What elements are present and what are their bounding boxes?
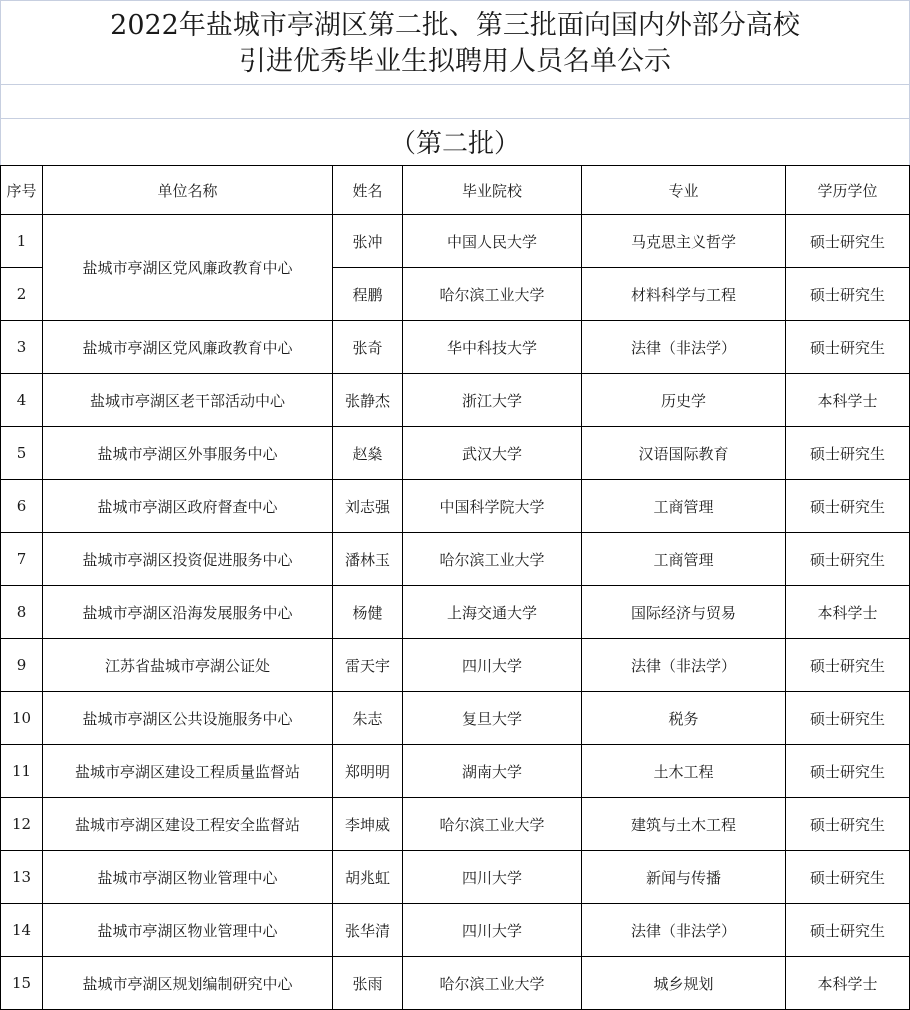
- header-school: 毕业院校: [403, 166, 582, 215]
- cell-no: 9: [1, 639, 43, 692]
- table-row: [1, 586, 910, 639]
- table-row: [1, 957, 910, 1010]
- cell-unit: 盐城市亭湖区规划编制研究中心: [43, 957, 333, 1010]
- cell-unit: 盐城市亭湖区建设工程安全监督站: [43, 798, 333, 851]
- cell-unit: 盐城市亭湖区政府督查中心: [43, 480, 333, 533]
- cell-unit: 盐城市亭湖区物业管理中心: [43, 904, 333, 957]
- cell-name: 张静杰: [333, 374, 403, 427]
- cell-major: 法律（非法学）: [582, 321, 786, 374]
- cell-name: 李坤威: [333, 798, 403, 851]
- cell-degree: 硕士研究生: [786, 321, 910, 374]
- cell-school: 浙江大学: [403, 374, 582, 427]
- header-major: 专业: [582, 166, 786, 215]
- cell-major: 税务: [582, 692, 786, 745]
- sheet-gridline: [0, 118, 910, 119]
- cell-school: 上海交通大学: [403, 586, 582, 639]
- cell-unit: 江苏省盐城市亭湖公证处: [43, 639, 333, 692]
- table-row: [1, 321, 910, 374]
- cell-degree: 硕士研究生: [786, 427, 910, 480]
- cell-school: 四川大学: [403, 851, 582, 904]
- cell-name: 潘林玉: [333, 533, 403, 586]
- cell-no: 7: [1, 533, 43, 586]
- cell-name: 张华清: [333, 904, 403, 957]
- cell-school: 哈尔滨工业大学: [403, 533, 582, 586]
- cell-no: 15: [1, 957, 43, 1010]
- cell-unit: 盐城市亭湖区物业管理中心: [43, 851, 333, 904]
- candidate-table: [0, 165, 910, 1010]
- cell-major: 材料科学与工程: [582, 268, 786, 321]
- cell-no: 14: [1, 904, 43, 957]
- cell-name: 张奇: [333, 321, 403, 374]
- sheet-gridline: [0, 0, 910, 1]
- table-row: [1, 215, 910, 268]
- cell-degree: 本科学士: [786, 374, 910, 427]
- cell-no: 2: [1, 268, 43, 321]
- table-row: [1, 480, 910, 533]
- cell-no: 5: [1, 427, 43, 480]
- cell-major: 工商管理: [582, 480, 786, 533]
- cell-degree: 硕士研究生: [786, 639, 910, 692]
- cell-degree: 硕士研究生: [786, 533, 910, 586]
- cell-major: 历史学: [582, 374, 786, 427]
- cell-name: 雷天宇: [333, 639, 403, 692]
- cell-school: 中国人民大学: [403, 215, 582, 268]
- cell-no: 11: [1, 745, 43, 798]
- cell-no: 8: [1, 586, 43, 639]
- cell-no: 10: [1, 692, 43, 745]
- cell-school: 四川大学: [403, 639, 582, 692]
- cell-name: 赵燊: [333, 427, 403, 480]
- cell-degree: 硕士研究生: [786, 798, 910, 851]
- cell-degree: 本科学士: [786, 957, 910, 1010]
- cell-major: 马克思主义哲学: [582, 215, 786, 268]
- table-row: [1, 533, 910, 586]
- table-row: [1, 851, 910, 904]
- table-row: [1, 745, 910, 798]
- cell-degree: 本科学士: [786, 586, 910, 639]
- table-row: [1, 692, 910, 745]
- cell-major: 新闻与传播: [582, 851, 786, 904]
- cell-no: 6: [1, 480, 43, 533]
- cell-name: 朱志: [333, 692, 403, 745]
- table-row: [1, 798, 910, 851]
- table-row: [1, 427, 910, 480]
- cell-no: 4: [1, 374, 43, 427]
- cell-school: 哈尔滨工业大学: [403, 798, 582, 851]
- cell-major: 城乡规划: [582, 957, 786, 1010]
- cell-degree: 硕士研究生: [786, 215, 910, 268]
- cell-name: 张雨: [333, 957, 403, 1010]
- cell-major: 国际经济与贸易: [582, 586, 786, 639]
- cell-school: 武汉大学: [403, 427, 582, 480]
- cell-degree: 硕士研究生: [786, 904, 910, 957]
- cell-school: 哈尔滨工业大学: [403, 957, 582, 1010]
- cell-school: 中国科学院大学: [403, 480, 582, 533]
- cell-unit: 盐城市亭湖区投资促进服务中心: [43, 533, 333, 586]
- header-unit: 单位名称: [43, 166, 333, 215]
- cell-major: 汉语国际教育: [582, 427, 786, 480]
- cell-unit: 盐城市亭湖区公共设施服务中心: [43, 692, 333, 745]
- cell-unit: 盐城市亭湖区老干部活动中心: [43, 374, 333, 427]
- cell-major: 工商管理: [582, 533, 786, 586]
- cell-unit: 盐城市亭湖区沿海发展服务中心: [43, 586, 333, 639]
- cell-degree: 硕士研究生: [786, 745, 910, 798]
- cell-major: 土木工程: [582, 745, 786, 798]
- cell-school: 四川大学: [403, 904, 582, 957]
- cell-name: 张冲: [333, 215, 403, 268]
- header-no: 序号: [1, 166, 43, 215]
- cell-no: 3: [1, 321, 43, 374]
- cell-unit: 盐城市亭湖区建设工程质量监督站: [43, 745, 333, 798]
- sheet-gridline: [0, 84, 910, 85]
- cell-no: 1: [1, 215, 43, 268]
- cell-major: 法律（非法学）: [582, 904, 786, 957]
- cell-unit: 盐城市亭湖区党风廉政教育中心: [43, 321, 333, 374]
- cell-major: 建筑与土木工程: [582, 798, 786, 851]
- table-row: [1, 639, 910, 692]
- header-name: 姓名: [333, 166, 403, 215]
- cell-major: 法律（非法学）: [582, 639, 786, 692]
- cell-no: 13: [1, 851, 43, 904]
- cell-degree: 硕士研究生: [786, 480, 910, 533]
- cell-unit: 盐城市亭湖区党风廉政教育中心: [43, 215, 333, 321]
- cell-school: 哈尔滨工业大学: [403, 268, 582, 321]
- cell-school: 华中科技大学: [403, 321, 582, 374]
- cell-name: 郑明明: [333, 745, 403, 798]
- cell-school: 湖南大学: [403, 745, 582, 798]
- cell-name: 刘志强: [333, 480, 403, 533]
- cell-degree: 硕士研究生: [786, 851, 910, 904]
- table-header-row: [1, 166, 910, 215]
- cell-no: 12: [1, 798, 43, 851]
- table-row: [1, 904, 910, 957]
- cell-degree: 硕士研究生: [786, 268, 910, 321]
- cell-name: 杨健: [333, 586, 403, 639]
- title-area: [0, 0, 910, 165]
- cell-name: 程鹏: [333, 268, 403, 321]
- table-row: [1, 374, 910, 427]
- page-title-line1: 2022年盐城市亭湖区第二批、第三批面向国内外部分高校: [110, 10, 800, 41]
- cell-unit: 盐城市亭湖区外事服务中心: [43, 427, 333, 480]
- header-degree: 学历学位: [786, 166, 910, 215]
- cell-name: 胡兆虹: [333, 851, 403, 904]
- batch-label: （第二批）: [389, 129, 520, 159]
- cell-school: 复旦大学: [403, 692, 582, 745]
- page-title-line2: 引进优秀毕业生拟聘用人员名单公示: [239, 46, 671, 77]
- cell-degree: 硕士研究生: [786, 692, 910, 745]
